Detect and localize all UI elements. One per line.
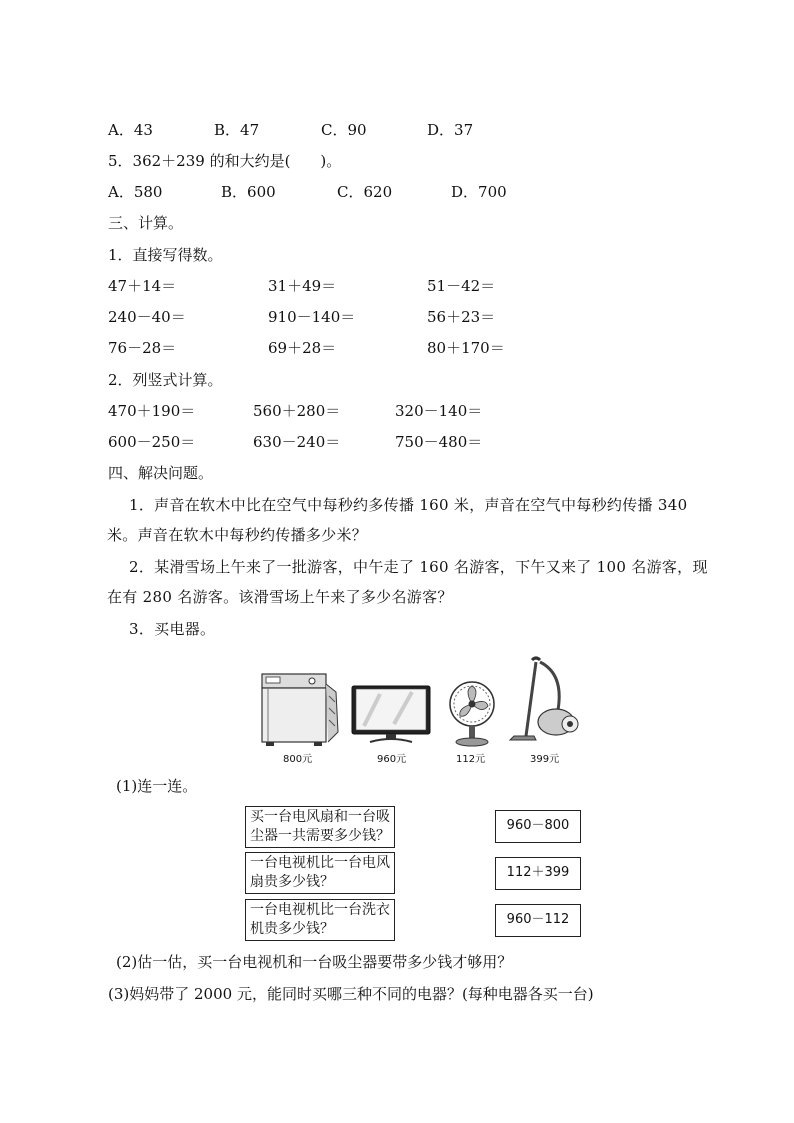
calc1-title: 1．直接写得数。 [108,246,223,264]
washing-machine-icon [256,672,342,748]
television-icon [350,684,432,746]
calc1-item: 31＋49＝ [268,277,337,295]
match-question-3: 一台电视机比一台洗衣机贵多少钱？ [245,899,395,941]
section4-heading: 四、解决问题。 [108,464,214,482]
calc2-item: 600－250＝ [108,433,196,451]
calc2-item: 320－140＝ [395,402,483,420]
price-electric-fan: 112元 [456,754,486,765]
q5-option-c: C．620 [337,183,393,201]
problem-2: 2．某滑雪场上午来了一批游客，中午走了 160 名游客，下午又来了 100 名游客，现在有 280 名游客。该滑雪场上午来了多少名游客？ [107,558,708,606]
q4-option-b: B．47 [214,121,260,139]
calc2-item: 750－480＝ [395,433,483,451]
calc2-item: 470＋190＝ [108,402,196,420]
q4-option-d: D．37 [427,121,474,139]
calc1-item: 56＋23＝ [427,308,496,326]
calc1-item: 76－28＝ [108,339,177,357]
price-vacuum-cleaner: 399元 [530,754,560,765]
q5-option-b: B．600 [221,183,276,201]
match-question-2: 一台电视机比一台电风扇贵多少钱？ [245,852,395,894]
match-answer-1: 960－800 [495,810,581,843]
calc1-item: 240－40＝ [108,308,186,326]
match-answer-2: 112＋399 [495,857,581,890]
q5-option-d: D．700 [451,183,507,201]
calc1-item: 69＋28＝ [268,339,337,357]
sub-question-1: (1)连一连。 [116,777,198,795]
q5-stem: 5．362＋239 的和大约是( )。 [108,152,342,170]
calc1-item: 51－42＝ [427,277,496,295]
calc2-item: 560＋280＝ [253,402,341,420]
calc2-title: 2．列竖式计算。 [108,371,223,389]
q4-option-a: A．43 [108,121,153,139]
sub-question-2: (2)估一估，买一台电视机和一台吸尘器要带多少钱才够用？ [116,953,513,971]
price-television: 960元 [377,754,407,765]
calc1-item: 47＋14＝ [108,277,177,295]
electric-fan-icon [444,680,500,748]
calc2-item: 630－240＝ [253,433,341,451]
sub-question-3: (3)妈妈带了 2000 元，能同时买哪三种不同的电器？(每种电器各买一台) [108,985,594,1003]
q4-option-c: C．90 [321,121,367,139]
price-washing-machine: 800元 [283,754,313,765]
section3-heading: 三、计算。 [108,214,184,232]
match-question-1: 买一台电风扇和一台吸尘器一共需要多少钱？ [245,806,395,848]
problem-3: 3．买电器。 [129,620,216,638]
vacuum-cleaner-icon [506,654,582,746]
problem-1: 1．声音在软木中比在空气中每秒约多传播 160 米，声音在空气中每秒约传播 340 米。声音在软木中每秒约传播多少米？ [107,496,688,544]
calc1-item: 910－140＝ [268,308,356,326]
calc1-item: 80＋170＝ [427,339,505,357]
match-answer-3: 960－112 [495,904,581,937]
q5-option-a: A．580 [108,183,163,201]
